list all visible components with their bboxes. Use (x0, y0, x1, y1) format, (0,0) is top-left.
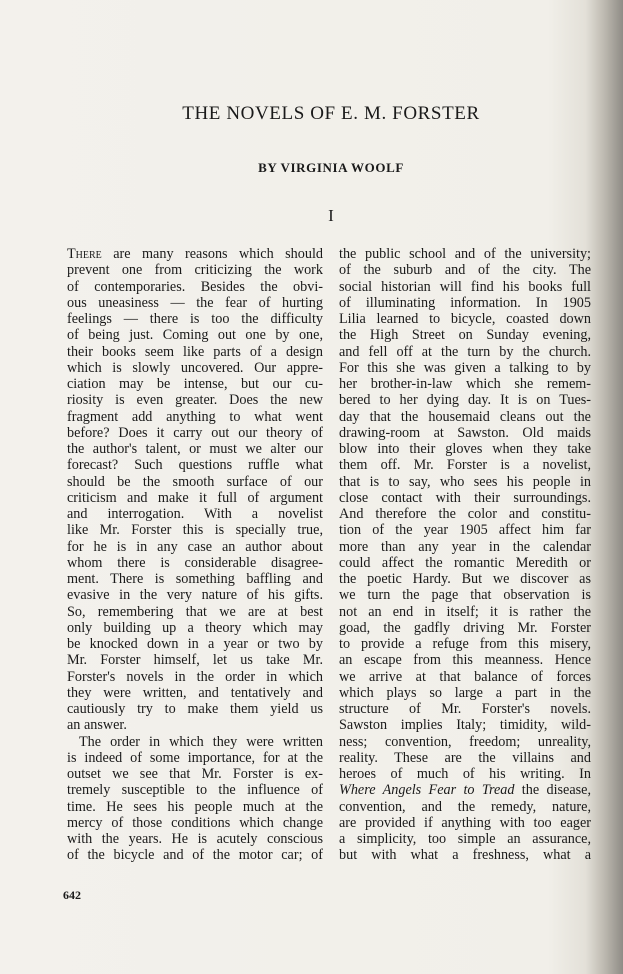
text-line: mercy of those conditions which change (67, 814, 323, 831)
opening-word: There (67, 246, 102, 262)
text-line: heroes of much of his writing. In (339, 766, 591, 782)
text-line: So, remembering that we are at best (67, 603, 323, 620)
text-line: ness; convention, freedom; unreality, (339, 733, 591, 750)
book-title: Where Angels Fear to Tread (339, 782, 515, 799)
text-line: There are many reasons which should (67, 246, 323, 262)
text-line: prevent one from criticizing the work (67, 262, 323, 279)
text-line: reality. These are the villains and (339, 749, 591, 766)
text-line: drawing-room at Sawston. Old maids (339, 424, 591, 441)
text-line: but with what a freshness, what a (339, 847, 591, 864)
text-line: which plays so large a part in the (339, 684, 591, 701)
text-line: and interrogation. With a novelist (67, 506, 323, 522)
text-line: an answer. (67, 717, 127, 734)
text-line: outset we see that Mr. Forster is ex- (67, 766, 323, 782)
text-line: of the suburb and of the city. The (339, 262, 591, 279)
text-line: close contact with their surroundings. (339, 489, 591, 506)
author-byline: BY VIRGINIA WOOLF (258, 160, 404, 175)
left-text-column (67, 246, 323, 864)
text-line: to provide a refuge from this misery, (339, 636, 591, 652)
text-line: for he is in any case an author about (67, 538, 323, 555)
text-line: And therefore the color and constitu- (339, 506, 591, 522)
text-line: of contemporaries. Besides the obvi- (67, 278, 323, 295)
text-line: like Mr. Forster this is specially true, (67, 522, 323, 539)
text-line: the author's talent, or must we alter our (67, 441, 323, 457)
text-line: are provided if anything with too eager (339, 814, 591, 831)
text-line: ment. There is something baffling and (67, 571, 323, 587)
text-line: Mr. Forster himself, let us take Mr. (67, 652, 323, 669)
text-line: of the bicycle and of the motor car; of (67, 847, 323, 864)
text-line: that is to say, who sees his people in (339, 473, 591, 490)
text-line: evasive in the very nature of his gifts. (67, 587, 323, 604)
text-line: they were written, and tentatively and (67, 684, 323, 701)
text-line: ous uneasiness — the fear of hurting (67, 294, 323, 311)
text-line: tion of the year 1905 affect him far (339, 522, 591, 539)
text-line: we turn the page that observation is (339, 587, 591, 604)
text-line: fragment add anything to what went (67, 408, 323, 425)
text-line: feelings — there is too the difficulty (67, 311, 323, 327)
text-line: with the years. He is acutely conscious (67, 831, 323, 847)
text-line: Lilia learned to bicycle, coasted down (339, 311, 591, 327)
text-line: only building up a theory which may (67, 619, 323, 636)
text-line: not an end in itself; it is rather the (339, 603, 591, 620)
text-line: more than any year in the calendar (339, 538, 591, 555)
text-line: is indeed of some importance, for at the (67, 749, 323, 766)
text-line: of being just. Coming out one by one, (67, 327, 323, 344)
text-line: them off. Mr. Forster is a novelist, (339, 457, 591, 474)
text-line: should be the smooth surface of our (67, 473, 323, 490)
text-line: the poetic Hardy. But we discover as (339, 571, 591, 587)
text-line: be knocked down in a year or two by (67, 636, 323, 652)
text-line: of illuminating information. In 1905 (339, 294, 591, 311)
text-line: before? Does it carry out our theory of (67, 424, 323, 441)
text-line: convention, and the remedy, nature, (339, 798, 591, 815)
text-line: an escape from this meanness. Hence (339, 652, 591, 669)
text-line: cautiously try to make them yield us (67, 701, 323, 717)
text-line: goad, the gadfly driving Mr. Forster (339, 619, 591, 636)
article-title: THE NOVELS OF E. M. FORSTER (182, 103, 480, 124)
text-line: tremely susceptible to the influence of (67, 782, 323, 799)
text-line: their books seem like parts of a design (67, 343, 323, 360)
text-line: forecast? Such questions ruffle what (67, 457, 323, 474)
text-line: structure of Mr. Forster's novels. (339, 701, 591, 717)
text-line: ciation may be intense, but our cu- (67, 376, 323, 392)
page-number: 642 (63, 888, 81, 902)
text-line: Sawston implies Italy; timidity, wild- (339, 717, 591, 734)
text-line: bered to her dying day. It is on Tues- (339, 392, 591, 409)
text-line: which is slowly uncovered. Our appre- (67, 359, 323, 376)
text-line: social historian will find his books full (339, 278, 591, 295)
text-line: her brother-in-law which she remem- (339, 376, 591, 392)
text-line: time. He sees his people much at the (67, 798, 323, 815)
text-line: the High Street on Sunday evening, (339, 327, 591, 344)
section-number: I (328, 206, 334, 225)
text-line: The order in which they were written (79, 733, 323, 750)
text-line: blow into their gloves when they take (339, 441, 591, 457)
text-line: we arrive at that balance of forces (339, 668, 591, 685)
text-line: Where Angels Fear to Tread the disease, (339, 782, 591, 799)
text-line: For this she was given a talking to by (339, 359, 591, 376)
text-line: day that the housemaid cleans out the (339, 408, 591, 425)
text-line: the public school and of the university; (339, 246, 591, 262)
text-line: could affect the romantic Meredith or (339, 554, 591, 571)
right-text-column (339, 246, 591, 864)
text-line: a simplicity, too simple an assurance, (339, 831, 591, 847)
text-line: and fell off at the turn by the church. (339, 343, 591, 360)
text-line: whom there is considerable disagree- (67, 554, 323, 571)
text-line: riosity is even greater. Does the new (67, 392, 323, 409)
text-line: criticism and make it full of argument (67, 489, 323, 506)
text-line: Forster's novels in the order in which (67, 668, 323, 685)
